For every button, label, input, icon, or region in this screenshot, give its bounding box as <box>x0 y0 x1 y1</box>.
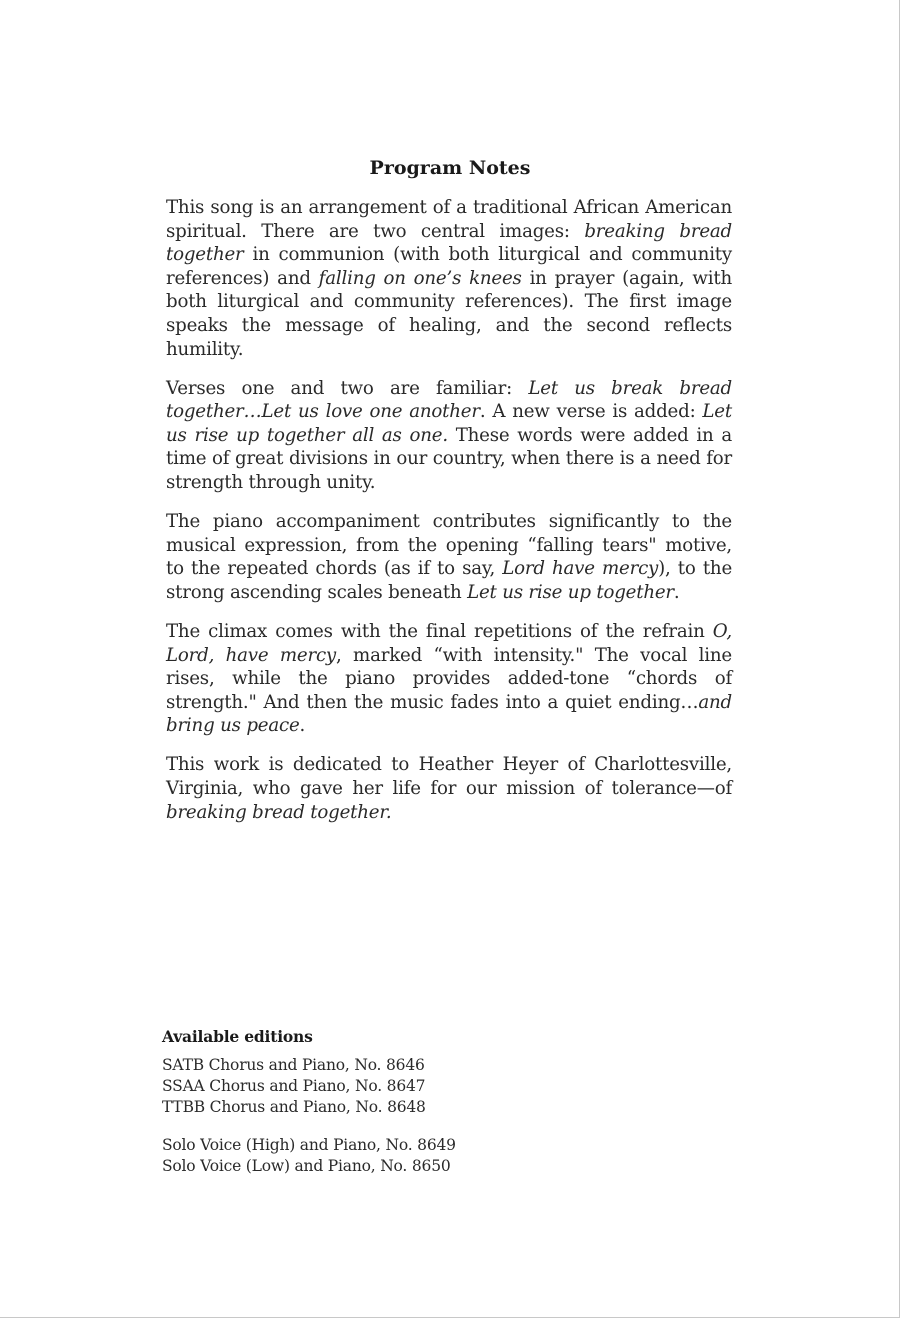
text-run: . <box>673 581 680 603</box>
editions-heading: Available editions <box>162 1027 313 1046</box>
italic-phrase: Let us break bread together…Let us love one another <box>166 377 732 423</box>
italic-phrase: Let us rise up together <box>467 581 674 603</box>
text-run: . <box>299 715 306 737</box>
notes-paragraph-5 <box>166 753 732 824</box>
edition-item: Solo Voice (Low) and Piano, No. 8650 <box>162 1157 451 1175</box>
text-run: The piano accompaniment contributes significantly to the musical expression, from the opening “falling tears" motive, to the repeated chords (as if to say, <box>166 511 732 580</box>
italic-phrase: and bring us peace <box>166 691 732 737</box>
italic-phrase: Lord have mercy <box>502 558 659 580</box>
text-run: This work is dedicated to Heather Heyer of Charlottesville, Virginia, who gave her life for our mission of tolerance—of <box>166 754 732 800</box>
edition-item: Solo Voice (High) and Piano, No. 8649 <box>162 1136 456 1154</box>
edition-group-1 <box>162 1055 662 1118</box>
italic-phrase: breaking bread together <box>166 220 732 266</box>
notes-paragraph-1 <box>166 196 732 361</box>
text-run: ), to the strong ascending scales beneath <box>166 558 733 603</box>
text-run: These words were added in a time of great divisions in our country, when there is a need for strength through unity. <box>166 424 732 494</box>
edition-item: TTBB Chorus and Piano, No. 8648 <box>162 1098 426 1116</box>
italic-phrase: falling on one’s knees <box>318 267 522 289</box>
notes-paragraph-2 <box>166 377 732 495</box>
text-run: . A new verse is added: <box>479 401 703 423</box>
italic-phrase: O, Lord, have mercy <box>166 621 732 666</box>
italic-phrase: Let us rise up together all as one. <box>166 401 732 446</box>
text-run: Verses one and two are familiar: <box>166 377 529 399</box>
edition-item: SSAA Chorus and Piano, No. 8647 <box>162 1077 426 1095</box>
available-editions <box>162 1026 662 1194</box>
text-run: This song is an arrangement of a traditional African American spiritual. There are two central images: <box>166 197 732 242</box>
text-run: , marked “with intensity." The vocal line rises, while the piano provides added-tone “chords of strength." And then the music fades into a quiet ending… <box>166 644 732 713</box>
program-notes-body <box>166 196 732 840</box>
page-title: Program Notes <box>369 157 531 179</box>
italic-phrase: breaking bread together. <box>166 801 392 823</box>
notes-paragraph-4 <box>166 620 732 738</box>
edition-group-2 <box>162 1135 662 1177</box>
text-run: The climax comes with the final repetitions of the refrain <box>166 621 713 642</box>
text-run: in communion (with both liturgical and community references) and <box>166 244 732 289</box>
edition-item: SATB Chorus and Piano, No. 8646 <box>162 1056 425 1074</box>
notes-paragraph-3 <box>166 510 732 604</box>
text-run: in prayer (again, with both liturgical and community references). The first image speaks the message of healing, and the second reflects humility. <box>166 267 732 360</box>
edition-groups <box>162 1055 662 1177</box>
